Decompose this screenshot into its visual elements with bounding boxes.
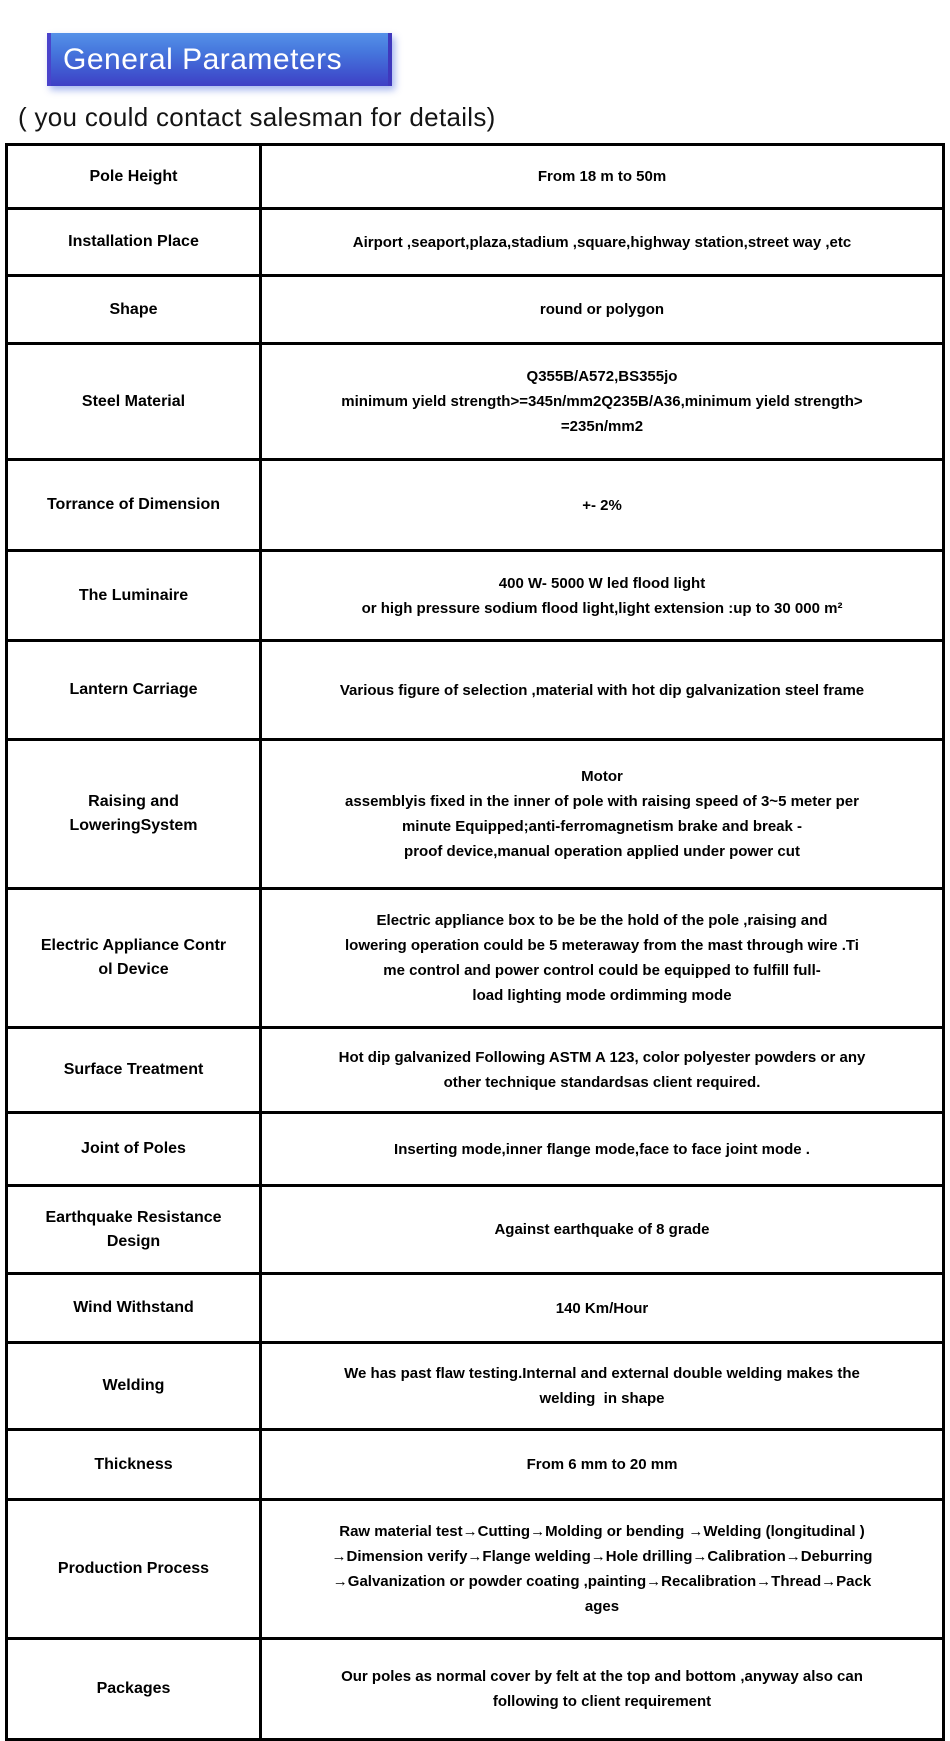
row-label-line: Thickness [94, 1455, 173, 1473]
row-value-line: =235n/mm2 [560, 418, 644, 435]
table-row [7, 889, 944, 1028]
row-value-line: From 6 mm to 20 mm [526, 1456, 678, 1473]
row-label-line: The Luminaire [78, 586, 189, 604]
row-label-line: Shape [109, 300, 158, 318]
table-row [7, 551, 944, 641]
table-body [7, 145, 944, 1740]
row-label-line: Lantern Carriage [69, 681, 198, 698]
row-label-line: Joint of Poles [81, 1140, 186, 1157]
row-value [261, 1028, 944, 1113]
row-label [7, 460, 261, 551]
row-value-line: assemblyis fixed in the inner of pole with raising speed of 3~5 meter per [345, 793, 859, 810]
row-value-line: Hot dip galvanized Following ASTM A 123, color polyester powders or any [338, 1049, 866, 1066]
row-label [7, 1274, 261, 1343]
row-label-line: Welding [102, 1377, 165, 1394]
row-value-line: proof device,manual operation applied under power cut [404, 843, 800, 860]
row-label [7, 1186, 261, 1274]
row-value-line: Against earthquake of 8 grade [494, 1221, 710, 1238]
table-row [7, 1028, 944, 1113]
row-value [261, 551, 944, 641]
product-spec-page [0, 33, 950, 1741]
row-value [261, 344, 944, 460]
row-label-line: ol Device [98, 961, 169, 978]
row-value-line: ages [584, 1598, 620, 1615]
row-value-line: Various figure of selection ,material with hot dip galvanization steel frame [339, 681, 865, 699]
row-label-line: Design [106, 1232, 161, 1250]
row-label-line: Production Process [57, 1560, 210, 1577]
row-label-line: Raising and [88, 793, 179, 810]
row-value-line: We has past flaw testing.Internal and external double welding makes the [344, 1365, 860, 1382]
row-value-line: round or polygon [539, 301, 665, 318]
row-label [7, 1113, 261, 1186]
row-value-line: →Dimension verify→Flange welding→Hole drilling→Calibration→Deburring [331, 1548, 873, 1565]
row-label-line: Packages [96, 1680, 171, 1697]
row-value-line: following to client requirement [492, 1693, 712, 1710]
page-title: General Parameters [63, 42, 343, 76]
row-label [7, 1343, 261, 1430]
row-label [7, 889, 261, 1028]
table-row [7, 1343, 944, 1430]
row-label-line: Earthquake Resistance [45, 1208, 222, 1226]
row-label [7, 641, 261, 740]
row-value-line: →Galvanization or powder coating ,painting→Recalibration→Thread→Pack [332, 1573, 872, 1590]
row-value [261, 1639, 944, 1740]
row-label [7, 1500, 261, 1639]
row-value-line: welding in shape [539, 1390, 665, 1407]
table-row [7, 1113, 944, 1186]
table-row [7, 344, 944, 460]
row-label [7, 551, 261, 641]
row-value-line: me control and power control could be equipped to fulfill full- [383, 962, 821, 979]
row-value [261, 1500, 944, 1639]
table-row [7, 276, 944, 344]
table-row [7, 1274, 944, 1343]
row-value [261, 1430, 944, 1500]
row-value-line: From 18 m to 50m [537, 168, 667, 185]
row-value [261, 740, 944, 889]
row-label-line: Steel Material [81, 392, 186, 410]
general-parameters-table [5, 143, 945, 1741]
row-value-line: minute Equipped;anti-ferromagnetism brake and break - [401, 818, 803, 835]
table-row [7, 209, 944, 276]
row-value-line: 140 Km/Hour [555, 1299, 649, 1317]
row-value [261, 1274, 944, 1343]
row-value-line: +- 2% [582, 496, 622, 514]
row-value-line: or high pressure sodium flood light,light extension :up to 30 000 m² [361, 599, 843, 617]
table-row [7, 145, 944, 209]
row-label [7, 1639, 261, 1740]
row-label [7, 276, 261, 344]
row-value [261, 460, 944, 551]
row-label [7, 1430, 261, 1500]
row-label [7, 145, 261, 209]
row-value-line: Inserting mode,inner flange mode,face to face joint mode . [394, 1140, 810, 1158]
page-subtitle: ( you could contact salesman for details) [18, 102, 496, 132]
row-value [261, 145, 944, 209]
row-label-line: Surface Treatment [63, 1061, 204, 1078]
row-value-line: minimum yield strength>=345n/mm2Q235B/A36,minimum yield strength> [341, 393, 863, 410]
page-title-banner [47, 33, 392, 86]
row-label-line: Pole Height [89, 167, 178, 185]
row-label [7, 740, 261, 889]
row-value-line: 400 W- 5000 W led flood light [498, 574, 706, 592]
row-value-line: other technique standardsas client required. [443, 1074, 761, 1091]
row-value-line: Raw material test→Cutting→Molding or bending →Welding (longitudinal ) [339, 1523, 865, 1540]
table-row [7, 1500, 944, 1639]
row-value-line: Our poles as normal cover by felt at the top and bottom ,anyway also can [341, 1668, 863, 1685]
row-label-line: Wind Withstand [73, 1299, 194, 1316]
row-value [261, 889, 944, 1028]
row-value [261, 1186, 944, 1274]
row-value-line: Electric appliance box to be be the hold of the pole ,raising and [376, 912, 828, 929]
table-row [7, 1186, 944, 1274]
row-value [261, 1113, 944, 1186]
row-label-line: LoweringSystem [69, 817, 198, 834]
row-value-line: Airport ,seaport,plaza,stadium ,square,highway station,street way ,etc [352, 233, 852, 251]
row-label [7, 344, 261, 460]
table-row [7, 1639, 944, 1740]
table-row [7, 460, 944, 551]
table-row [7, 740, 944, 889]
table-row [7, 1430, 944, 1500]
row-value [261, 276, 944, 344]
table-row [7, 641, 944, 740]
row-label-line: Electric Appliance Contr [40, 937, 227, 954]
row-label [7, 209, 261, 276]
row-label-line: Torrance of Dimension [46, 496, 221, 513]
row-value-line: Motor [581, 768, 623, 785]
row-value-line: Q355B/A572,BS355jo [526, 368, 678, 385]
row-value [261, 641, 944, 740]
row-label-line: Installation Place [68, 233, 199, 250]
row-value-line: load lighting mode ordimming mode [472, 987, 732, 1004]
row-value-line: lowering operation could be 5 meteraway from the mast through wire .Ti [345, 937, 859, 954]
row-label [7, 1028, 261, 1113]
row-value [261, 209, 944, 276]
row-value [261, 1343, 944, 1430]
